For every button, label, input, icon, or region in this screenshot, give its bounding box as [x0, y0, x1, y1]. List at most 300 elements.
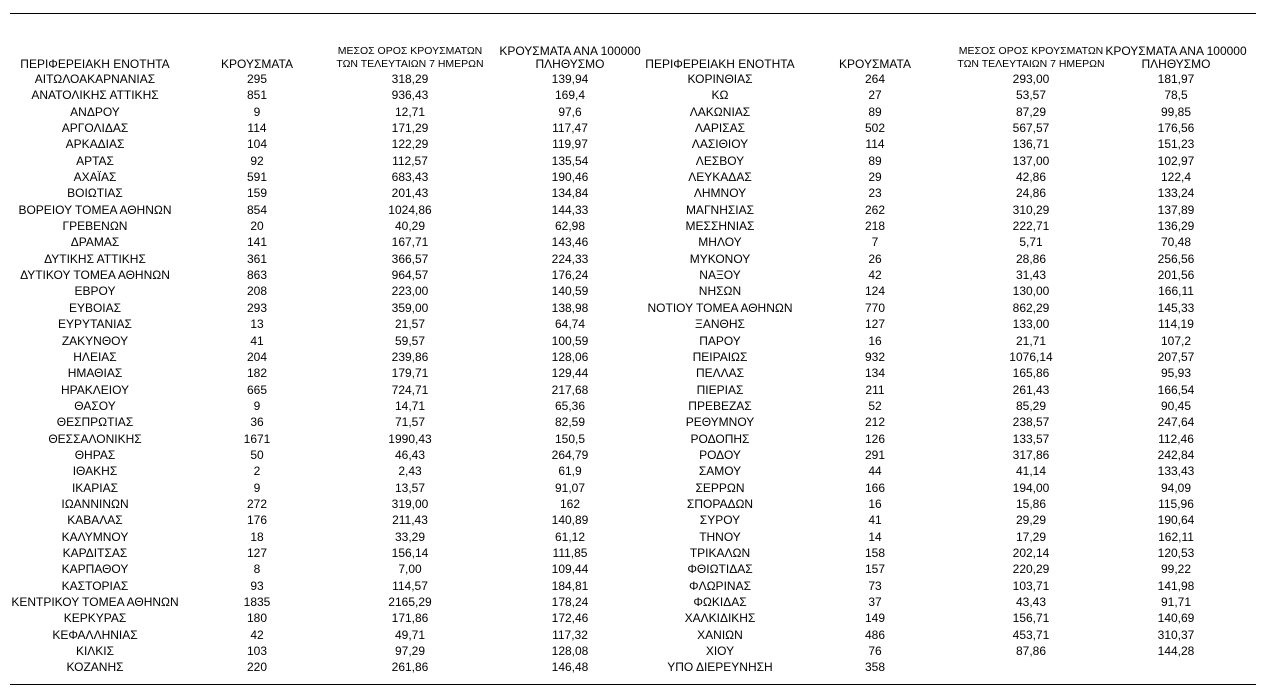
unit-name-cell: ΘΕΣΣΑΛΟΝΙΚΗΣ — [48, 431, 142, 446]
unit-name-cell: ΧΙΟΥ — [705, 644, 735, 659]
cases-cell: 29 — [868, 170, 882, 185]
table-row — [630, 545, 1263, 561]
avg-7day-cell: 137,00 — [1012, 153, 1050, 168]
unit-name-cell: ΔΥΤΙΚΗΣ ΑΤΤΙΚΗΣ — [44, 251, 146, 266]
per-100k-cell: 64,74 — [554, 317, 586, 332]
cases-cell: 211 — [865, 382, 885, 397]
cases-cell: 770 — [864, 300, 886, 315]
per-100k-cell: 128,06 — [551, 349, 589, 364]
table-row — [630, 202, 1263, 218]
cases-cell: 149 — [864, 611, 886, 626]
cases-cell: 41 — [250, 333, 264, 348]
cases-cell: 1835 — [243, 595, 271, 609]
per-100k-cell: 169,4 — [554, 88, 586, 103]
table-row — [0, 349, 640, 365]
header-unit: ΠΕΡΙΦΕΡΕΙΑΚΗ ΕΝΟΤΗΤΑ — [645, 57, 795, 71]
avg-7day-cell: 17,29 — [1015, 529, 1047, 544]
cases-cell: 42 — [250, 627, 264, 642]
per-100k-cell: 70,48 — [1160, 235, 1192, 250]
cases-cell: 127 — [864, 317, 886, 332]
avg-7day-cell: 194,00 — [1012, 480, 1050, 495]
per-100k-cell: 166,11 — [1158, 284, 1194, 299]
cases-cell: 16 — [868, 496, 882, 511]
unit-name-cell: ΚΟΡΙΝΘΙΑΣ — [687, 72, 753, 86]
unit-name-cell: ΠΕΙΡΑΙΩΣ — [692, 349, 748, 364]
per-100k-cell: 190,46 — [551, 170, 589, 185]
unit-name-cell: ΣΥΡΟΥ — [699, 513, 741, 528]
unit-name-cell: ΛΕΥΚΑΔΑΣ — [688, 170, 752, 185]
per-100k-cell: 136,29 — [1157, 219, 1195, 234]
unit-name-cell: ΕΒΡΟΥ — [74, 284, 116, 299]
top-rule — [10, 13, 1256, 14]
unit-name-cell: ΒΟΡΕΙΟΥ ΤΟΜΕΑ ΑΘΗΝΩΝ — [18, 202, 172, 217]
avg-7day-cell: 114,57 — [392, 578, 428, 593]
avg-7day-cell: 31,43 — [1015, 268, 1047, 283]
unit-name-cell: ΚΕΝΤΡΙΚΟΥ ΤΟΜΕΑ ΑΘΗΝΩΝ — [11, 595, 179, 609]
avg-7day-cell: 21,57 — [394, 317, 426, 332]
cases-cell: 166 — [864, 480, 886, 495]
cases-cell: 158 — [864, 545, 886, 560]
table-row — [630, 480, 1263, 496]
avg-7day-cell: 171,29 — [391, 121, 429, 136]
per-100k-cell: 140,89 — [551, 513, 589, 528]
unit-name-cell: ΘΕΣΠΡΩΤΙΑΣ — [56, 415, 134, 430]
cases-cell: 104 — [246, 137, 268, 152]
avg-7day-cell: 46,43 — [394, 447, 426, 462]
per-100k-cell: 97,6 — [558, 104, 582, 119]
unit-name-cell: ΠΕΛΛΑΣ — [695, 366, 745, 381]
cases-cell: 93 — [250, 578, 264, 593]
unit-name-cell: ΝΑΞΟΥ — [699, 268, 741, 283]
table-row — [0, 104, 640, 120]
per-100k-cell: 144,28 — [1157, 644, 1195, 659]
per-100k-cell: 95,93 — [1160, 366, 1192, 381]
per-100k-cell: 120,53 — [1157, 545, 1195, 560]
table-row — [0, 545, 640, 561]
avg-7day-cell: 165,86 — [1012, 366, 1050, 381]
avg-7day-cell: 13,57 — [394, 480, 426, 495]
cases-cell: 26 — [868, 251, 882, 266]
cases-cell: 50 — [250, 447, 264, 462]
table-row — [630, 333, 1263, 349]
table-row — [630, 120, 1263, 136]
cases-cell: 293 — [246, 300, 268, 315]
table-row — [0, 398, 640, 414]
unit-name-cell: ΠΙΕΡΙΑΣ — [696, 382, 744, 397]
per-100k-cell: 138,98 — [551, 300, 589, 315]
table-row — [0, 251, 640, 267]
avg-7day-cell: 222,71 — [1012, 219, 1050, 234]
avg-7day-cell: 87,29 — [1015, 104, 1047, 119]
unit-name-cell: ΚΟΖΑΝΗΣ — [66, 660, 124, 675]
per-100k-cell: 145,33 — [1157, 300, 1195, 315]
unit-name-cell: ΘΑΣΟΥ — [74, 398, 116, 413]
unit-name-cell: ΚΑΣΤΟΡΙΑΣ — [61, 578, 129, 593]
cases-cell: 176 — [246, 513, 268, 528]
cases-cell: 180 — [246, 611, 268, 626]
table-row — [0, 643, 640, 659]
header-cases: ΚΡΟΥΣΜΑΤΑ — [221, 57, 293, 71]
cases-cell: 114 — [865, 137, 885, 152]
per-100k-cell: 217,68 — [551, 382, 589, 397]
avg-7day-cell: 43,43 — [1015, 595, 1047, 609]
cases-cell: 358 — [864, 660, 886, 675]
per-100k-cell: 140,69 — [1157, 611, 1195, 626]
per-100k-cell: 135,54 — [551, 153, 589, 168]
avg-7day-cell: 220,29 — [1012, 562, 1050, 577]
avg-7day-cell: 223,00 — [391, 284, 429, 299]
avg-7day-cell: 261,43 — [1012, 382, 1050, 397]
table-row — [0, 480, 640, 496]
table-row — [630, 398, 1263, 414]
avg-7day-cell: 42,86 — [1015, 170, 1047, 185]
unit-name-cell: ΔΡΑΜΑΣ — [70, 235, 120, 250]
cases-cell: 204 — [246, 349, 268, 364]
avg-7day-cell: 261,86 — [391, 660, 429, 675]
unit-name-cell: ΕΥΒΟΙΑΣ — [68, 300, 122, 315]
header-per-line2: ΠΛΗΘΥΣΜΟ — [535, 57, 605, 71]
table-row — [630, 300, 1263, 316]
table-row — [630, 561, 1263, 577]
unit-name-cell: ΚΑΡΔΙΤΣΑΣ — [62, 545, 128, 560]
table-row — [0, 87, 640, 103]
cases-cell: 218 — [864, 219, 886, 234]
cases-cell: 14 — [868, 529, 882, 544]
unit-name-cell: ΚΑΛΥΜΝΟΥ — [61, 529, 129, 544]
avg-7day-cell: 133,57 — [1012, 431, 1050, 446]
per-100k-cell: 91,71 — [1160, 595, 1192, 609]
cases-cell: 89 — [868, 104, 882, 119]
table-row — [630, 316, 1263, 332]
avg-7day-cell: 87,86 — [1015, 644, 1047, 659]
unit-name-cell: ΜΑΓΝΗΣΙΑΣ — [685, 202, 755, 217]
unit-name-cell: ΜΕΣΣΗΝΙΑΣ — [685, 219, 755, 234]
cases-cell: 141 — [246, 235, 268, 250]
cases-cell: 44 — [868, 464, 882, 479]
table-row — [630, 496, 1263, 512]
avg-7day-cell: 41,14 — [1015, 464, 1047, 479]
cases-cell: 1671 — [243, 431, 271, 446]
table-row — [630, 349, 1263, 365]
avg-7day-cell: 40,29 — [394, 219, 426, 234]
cases-cell: 863 — [246, 268, 268, 283]
avg-7day-cell: 239,86 — [391, 349, 429, 364]
cases-cell: 591 — [246, 170, 268, 185]
per-100k-cell: 137,89 — [1157, 202, 1195, 217]
table-row — [0, 71, 640, 87]
unit-name-cell: ΛΑΚΩΝΙΑΣ — [689, 104, 751, 119]
cases-cell: 665 — [246, 382, 268, 397]
table-row — [630, 643, 1263, 659]
avg-7day-cell: 15,86 — [1015, 496, 1047, 511]
avg-7day-cell: 1990,43 — [388, 431, 432, 446]
cases-cell: 182 — [246, 366, 268, 381]
cases-cell: 92 — [250, 153, 264, 168]
rows-left — [0, 71, 640, 676]
table-row — [630, 251, 1263, 267]
cases-cell: 851 — [246, 88, 268, 103]
table-row — [0, 578, 640, 594]
header-avg-line1: ΜΕΣΟΣ ΟΡΟΣ ΚΡΟΥΣΜΑΤΩΝ — [958, 45, 1104, 57]
table-row — [0, 120, 640, 136]
avg-7day-cell: 167,71 — [391, 235, 429, 250]
unit-name-cell: ΜΥΚΟΝΟΥ — [689, 251, 751, 266]
unit-name-cell: ΗΛΕΙΑΣ — [73, 349, 117, 364]
unit-name-cell: ΚΑΒΑΛΑΣ — [67, 513, 123, 528]
cases-cell: 7 — [871, 235, 879, 250]
per-100k-cell: 134,84 — [551, 186, 589, 201]
table-row — [0, 610, 640, 626]
cases-cell: 27 — [868, 88, 882, 103]
avg-7day-cell: 964,57 — [391, 268, 429, 283]
avg-7day-cell: 103,71 — [1012, 578, 1050, 593]
unit-name-cell: ΑΝΔΡΟΥ — [70, 104, 120, 119]
per-100k-cell: 172,46 — [551, 611, 589, 626]
avg-7day-cell: 567,57 — [1012, 121, 1050, 136]
header-per-line1: ΚΡΟΥΣΜΑΤΑ ΑΝΑ 100000 — [1105, 44, 1247, 58]
avg-7day-cell: 936,43 — [391, 88, 429, 103]
unit-name-cell: ΚΕΦΑΛΛΗΝΙΑΣ — [52, 627, 138, 642]
cases-cell: 159 — [246, 186, 268, 201]
per-100k-cell: 117,32 — [552, 627, 588, 642]
avg-7day-cell: 683,43 — [391, 170, 429, 185]
cases-cell: 52 — [868, 398, 882, 413]
unit-name-cell: ΜΗΛΟΥ — [698, 235, 742, 250]
per-100k-cell: 256,56 — [1157, 251, 1195, 266]
unit-name-cell: ΞΑΝΘΗΣ — [695, 317, 745, 332]
cases-cell: 262 — [864, 202, 886, 217]
per-100k-cell: 117,47 — [552, 121, 588, 136]
per-100k-cell: 102,97 — [1157, 153, 1195, 168]
avg-7day-cell: 28,86 — [1015, 251, 1047, 266]
cases-cell: 18 — [250, 529, 264, 544]
unit-name-cell: ΘΗΡΑΣ — [74, 447, 116, 462]
avg-7day-cell: 112,57 — [392, 153, 428, 168]
table-row — [0, 627, 640, 643]
cases-cell: 41 — [868, 513, 882, 528]
per-100k-cell: 129,44 — [551, 366, 589, 381]
table-row — [0, 333, 640, 349]
cases-cell: 272 — [246, 496, 268, 511]
unit-name-cell: ΤΗΝΟΥ — [699, 529, 741, 544]
avg-7day-cell: 85,29 — [1015, 398, 1047, 413]
header-cases: ΚΡΟΥΣΜΑΤΑ — [839, 57, 911, 71]
table-row — [0, 300, 640, 316]
cases-cell: 127 — [246, 545, 268, 560]
unit-name-cell: ΚΙΛΚΙΣ — [75, 644, 115, 659]
per-100k-cell: 99,22 — [1160, 562, 1192, 577]
per-100k-cell: 82,59 — [554, 415, 586, 430]
cases-cell: 361 — [246, 251, 268, 266]
per-100k-cell: 178,24 — [551, 595, 589, 609]
table-row — [0, 414, 640, 430]
unit-name-cell: ΙΘΑΚΗΣ — [72, 464, 118, 479]
table-row — [0, 169, 640, 185]
avg-7day-cell: 862,29 — [1012, 300, 1050, 315]
per-100k-cell: 61,12 — [554, 529, 586, 544]
unit-name-cell: ΕΥΡΥΤΑΝΙΑΣ — [58, 317, 132, 332]
per-100k-cell: 133,24 — [1157, 186, 1195, 201]
table-row — [630, 463, 1263, 479]
avg-7day-cell: 366,57 — [391, 251, 429, 266]
table-row — [630, 365, 1263, 381]
unit-name-cell: ΑΙΤΩΛΟΑΚΑΡΝΑΝΙΑΣ — [34, 72, 156, 86]
per-100k-cell: 139,94 — [551, 72, 589, 86]
avg-7day-cell: 319,00 — [391, 496, 429, 511]
cases-cell: 2 — [253, 464, 261, 479]
cases-cell: 37 — [868, 595, 882, 609]
table-row — [0, 136, 640, 152]
per-100k-cell: 176,56 — [1157, 121, 1195, 136]
table-row — [630, 153, 1263, 169]
per-100k-cell: 114,19 — [1158, 317, 1194, 332]
cases-cell: 9 — [253, 104, 261, 119]
cases-cell: 291 — [864, 447, 886, 462]
table-row — [630, 185, 1263, 201]
avg-7day-cell: 53,57 — [1015, 88, 1047, 103]
unit-name-cell: ΣΠΟΡΑΔΩΝ — [686, 496, 754, 511]
unit-name-cell: ΡΟΔΟΠΗΣ — [690, 431, 750, 446]
avg-7day-cell: 318,29 — [391, 72, 429, 86]
table-row — [0, 431, 640, 447]
header-per-line2: ΠΛΗΘΥΣΜΟ — [1141, 57, 1211, 71]
avg-7day-cell: 24,86 — [1015, 186, 1047, 201]
table-row — [0, 365, 640, 381]
table-row — [0, 594, 640, 610]
avg-7day-cell: 293,00 — [1012, 72, 1050, 86]
unit-name-cell: ΣΕΡΡΩΝ — [695, 480, 745, 495]
avg-7day-cell: 156,71 — [1012, 611, 1050, 626]
cases-cell: 9 — [253, 398, 261, 413]
per-100k-cell: 143,46 — [551, 235, 589, 250]
avg-7day-cell: 5,71 — [1019, 235, 1043, 250]
per-100k-cell: 201,56 — [1157, 268, 1195, 283]
per-100k-cell: 119,97 — [552, 137, 588, 152]
table-row — [630, 87, 1263, 103]
unit-name-cell: ΧΑΝΙΩΝ — [697, 627, 743, 642]
table-row — [630, 431, 1263, 447]
table-row — [0, 659, 640, 675]
cases-cell: 932 — [864, 349, 886, 364]
per-100k-cell: 115,96 — [1158, 496, 1194, 511]
per-100k-cell: 94,09 — [1160, 480, 1192, 495]
table-row — [630, 627, 1263, 643]
table-row — [630, 447, 1263, 463]
table-row — [630, 136, 1263, 152]
unit-name-cell: ΥΠΟ ΔΙΕΡΕΥΝΗΣΗ — [667, 660, 773, 675]
unit-name-cell: ΝΟΤΙΟΥ ΤΟΜΕΑ ΑΘΗΝΩΝ — [647, 300, 793, 315]
unit-name-cell: ΛΗΜΝΟΥ — [693, 186, 747, 201]
per-100k-cell: 162,11 — [1158, 529, 1194, 544]
per-100k-cell: 133,43 — [1157, 464, 1195, 479]
avg-7day-cell: 211,43 — [392, 513, 428, 528]
table-row — [630, 594, 1263, 610]
table-row — [0, 234, 640, 250]
per-100k-cell: 247,64 — [1157, 415, 1195, 430]
cases-cell: 114 — [247, 121, 267, 136]
header-per — [1096, 45, 1256, 71]
avg-7day-cell: 201,43 — [391, 186, 429, 201]
avg-7day-cell: 2165,29 — [388, 595, 432, 609]
unit-name-cell: ΡΟΔΟΥ — [699, 447, 741, 462]
unit-name-cell: ΠΑΡΟΥ — [699, 333, 741, 348]
unit-name-cell: ΦΛΩΡΙΝΑΣ — [689, 578, 751, 593]
header-avg-line1: ΜΕΣΟΣ ΟΡΟΣ ΚΡΟΥΣΜΑΤΩΝ — [337, 45, 483, 57]
per-100k-cell: 224,33 — [551, 251, 589, 266]
avg-7day-cell: 12,71 — [394, 104, 426, 119]
avg-7day-cell: 171,86 — [391, 611, 429, 626]
avg-7day-cell: 238,57 — [1012, 415, 1050, 430]
table-row — [0, 463, 640, 479]
table-row — [630, 512, 1263, 528]
table-row — [0, 529, 640, 545]
unit-name-cell: ΑΧΑΪΑΣ — [73, 170, 117, 185]
unit-name-cell: ΦΘΙΩΤΙΔΑΣ — [687, 562, 753, 577]
table-row — [630, 267, 1263, 283]
table-row — [0, 267, 640, 283]
header-avg-line2: ΤΩΝ ΤΕΛΕΥΤΑΙΩΝ 7 ΗΜΕΡΩΝ — [336, 58, 484, 70]
unit-name-cell: ΒΟΙΩΤΙΑΣ — [67, 186, 123, 201]
per-100k-cell: 112,46 — [1158, 431, 1194, 446]
unit-name-cell: ΛΑΣΙΘΙΟΥ — [691, 137, 749, 152]
avg-7day-cell: 59,57 — [394, 333, 426, 348]
avg-7day-cell: 724,71 — [391, 382, 429, 397]
per-100k-cell: 65,36 — [554, 398, 586, 413]
cases-cell: 220 — [246, 660, 268, 675]
per-100k-cell: 242,84 — [1157, 447, 1195, 462]
rows-right — [630, 71, 1263, 676]
cases-cell: 502 — [864, 121, 886, 136]
table-row — [630, 104, 1263, 120]
per-100k-cell: 111,85 — [552, 545, 588, 560]
unit-name-cell: ΧΑΛΚΙΔΙΚΗΣ — [684, 611, 756, 626]
bottom-rule — [10, 684, 1256, 685]
per-100k-cell: 109,44 — [551, 562, 589, 577]
unit-name-cell: ΗΜΑΘΙΑΣ — [67, 366, 123, 381]
table-row — [630, 283, 1263, 299]
per-100k-cell: 181,97 — [1157, 72, 1195, 86]
cases-cell: 20 — [250, 219, 264, 234]
table-row — [630, 382, 1263, 398]
unit-name-cell: ΙΚΑΡΙΑΣ — [71, 480, 119, 495]
cases-cell: 42 — [868, 268, 882, 283]
cases-cell: 73 — [868, 578, 882, 593]
table-row — [0, 512, 640, 528]
per-100k-cell: 166,54 — [1157, 382, 1195, 397]
avg-7day-cell: 2,43 — [398, 464, 422, 479]
per-100k-cell: 144,33 — [551, 202, 589, 217]
header-unit: ΠΕΡΙΦΕΡΕΙΑΚΗ ΕΝΟΤΗΤΑ — [20, 57, 170, 71]
table-row — [0, 153, 640, 169]
unit-name-cell: ΗΡΑΚΛΕΙΟΥ — [60, 382, 130, 397]
table-row — [630, 610, 1263, 626]
per-100k-cell: 176,24 — [551, 268, 589, 283]
avg-7day-cell: 21,71 — [1015, 333, 1047, 348]
unit-name-cell: ΚΩ — [711, 88, 729, 103]
header-per — [490, 45, 650, 71]
avg-7day-cell: 133,00 — [1012, 317, 1050, 332]
avg-7day-cell: 136,71 — [1012, 137, 1050, 152]
cases-cell: 124 — [864, 284, 886, 299]
cases-cell: 126 — [864, 431, 886, 446]
unit-name-cell: ΝΗΣΩΝ — [698, 284, 742, 299]
table-row — [0, 185, 640, 201]
cases-cell: 264 — [864, 72, 886, 86]
cases-cell: 157 — [864, 562, 886, 577]
table-row — [0, 382, 640, 398]
unit-name-cell: ΑΡΤΑΣ — [76, 153, 114, 168]
cases-cell: 208 — [246, 284, 268, 299]
